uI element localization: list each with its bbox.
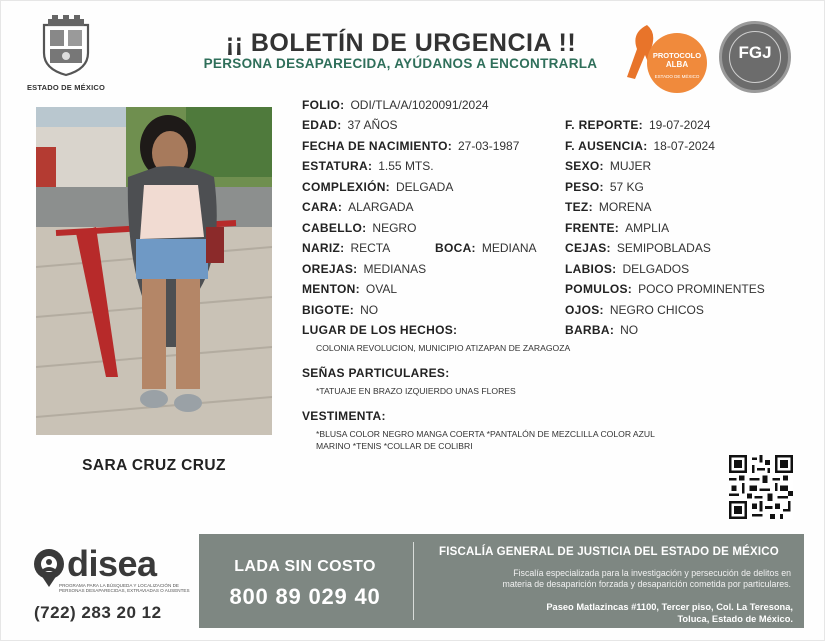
odisea-wordmark: disea [67, 543, 157, 584]
field-value: ALARGADA [348, 200, 414, 214]
field-cara [302, 200, 414, 214]
field-value: AMPLIA [625, 221, 670, 235]
field-ojos [565, 303, 704, 317]
field-label: FRENTE: [565, 221, 620, 235]
field-cabello [302, 221, 416, 235]
field-value: OVAL [365, 282, 398, 296]
odisea-logo [25, 543, 195, 633]
fiscalia-title: FISCALÍA GENERAL DE JUSTICIA DEL ESTADO DE MÉXICO [439, 546, 779, 558]
field-value: MEDIANAS [363, 262, 427, 276]
field-label: FOLIO: [302, 98, 345, 112]
field-fecha-nacimiento [302, 139, 519, 153]
location-pin-icon [29, 547, 69, 587]
estado-de-mexico-logo [21, 15, 111, 95]
field-value: 57 KG [609, 180, 644, 194]
field-bigote [302, 303, 378, 317]
field-sexo [565, 159, 651, 173]
field-value: DELGADA [395, 180, 454, 194]
lugar-de-hechos-value: COLONIA REVOLUCION, MUNICIPIO ATIZAPAN DE ZARAGOZA [316, 343, 571, 353]
qr-code[interactable] [729, 455, 793, 519]
field-tez [565, 200, 652, 214]
field-value: MUJER [609, 159, 652, 173]
odisea-description: PROGRAMA PARA LA BÚSQUEDA Y LOCALIZACIÓN DE PERSONAS DESAPARECIDAS, EXTRAVIADAS O AUSENTES [59, 583, 190, 594]
fiscalia-block [421, 534, 797, 628]
vestimenta-line-2: MARINO *TENIS *COLLAR DE COLIBRI [316, 441, 473, 451]
field-frente [565, 221, 669, 235]
field-value: 18-07-2024 [653, 139, 715, 153]
field-label: CEJAS: [565, 241, 611, 255]
fiscalia-address [429, 601, 793, 625]
alba-line-2: ALBA [665, 60, 689, 69]
field-label: EDAD: [302, 118, 342, 132]
field-label: PESO: [565, 180, 604, 194]
field-label: SEXO: [565, 159, 604, 173]
field-label: OJOS: [565, 303, 604, 317]
field-label: F. AUSENCIA: [565, 139, 648, 153]
field-label: ESTATURA: [302, 159, 373, 173]
field-menton [302, 282, 397, 296]
field-value: POCO PROMINENTES [638, 282, 765, 296]
field-label: FECHA DE NACIMIENTO: [302, 139, 452, 153]
person-name: SARA CRUZ CRUZ [82, 457, 226, 474]
field-value: DELGADOS [622, 262, 690, 276]
field-value: 37 AÑOS [347, 118, 398, 132]
field-label: BIGOTE: [302, 303, 355, 317]
field-estatura [302, 159, 434, 173]
field-value: RECTA [350, 241, 391, 255]
field-value: ODI/TLA/A/1020091/2024 [350, 98, 489, 112]
field-peso [565, 180, 644, 194]
bulletin-subtitle: PERSONA DESAPARECIDA, AYÚDANOS A ENCONTRARLA [203, 56, 598, 71]
field-label: CABELLO: [302, 221, 367, 235]
vestimenta-label: VESTIMENTA: [302, 409, 386, 423]
field-label: OREJAS: [302, 262, 358, 276]
field-value: NO [620, 323, 639, 337]
field-nariz [302, 241, 390, 255]
field-label: CARA: [302, 200, 343, 214]
field-label: TEZ: [565, 200, 593, 214]
fiscalia-address-line-1: Paseo Matlazincas #1100, Tercer piso, Col. La Teresona, [546, 602, 793, 612]
state-label: ESTADO DE MÉXICO [26, 83, 106, 92]
lada-sin-costo-block [199, 534, 411, 628]
fiscalia-address-line-2: Toluca, Estado de México. [677, 614, 793, 624]
lada-number[interactable]: 800 89 029 40 [229, 584, 381, 609]
field-value: 1.55 MTS. [378, 159, 434, 173]
fiscalia-description-line-2: materia de desaparición forzada y desaparición cometida por particulares. [502, 579, 791, 589]
field-edad [302, 118, 398, 132]
field-label: POMULOS: [565, 282, 633, 296]
field-value: MEDIANA [481, 241, 537, 255]
field-label: BOCA: [435, 241, 476, 255]
senas-particulares-label: SEÑAS PARTICULARES: [302, 366, 450, 380]
field-label: COMPLEXIÓN: [302, 180, 390, 194]
field-boca [435, 241, 537, 255]
coat-of-arms-icon [38, 15, 94, 77]
person-photo [36, 107, 272, 435]
fiscalia-description-line-1: Fiscalía especializada para la investigación y persecución de delitos en [513, 568, 791, 578]
field-fecha-ausencia [565, 139, 715, 153]
field-value: 19-07-2024 [648, 118, 711, 132]
bulletin-title: ¡¡ BOLETÍN DE URGENCIA !! [225, 29, 577, 57]
field-label: LABIOS: [565, 262, 617, 276]
field-value: NEGRO [372, 221, 417, 235]
senas-particulares-value: *TATUAJE EN BRAZO IZQUIERDO UNAS FLORES [316, 386, 516, 396]
field-labios [565, 262, 689, 276]
odisea-phone: (722) 283 20 12 [34, 603, 162, 622]
field-value: NEGRO CHICOS [609, 303, 704, 317]
field-orejas [302, 262, 426, 276]
person-photo-illustration [36, 107, 272, 435]
field-pomulos [565, 282, 765, 296]
lugar-de-hechos-label: LUGAR DE LOS HECHOS: [302, 323, 458, 337]
alba-line-3: ESTADO DE MÉXICO [654, 74, 700, 79]
lada-label: LADA SIN COSTO [234, 558, 376, 575]
field-cejas [565, 241, 711, 255]
protocolo-alba-logo [625, 23, 711, 93]
fgj-label: FGJ [738, 43, 772, 62]
alba-line-1: PROTOCOLO [652, 51, 702, 60]
field-folio [302, 98, 489, 112]
field-value: SEMIPOBLADAS [616, 241, 711, 255]
fgj-logo [719, 21, 791, 93]
field-fecha-reporte [565, 118, 710, 132]
band-divider [413, 542, 414, 620]
field-label: NARIZ: [302, 241, 345, 255]
field-barba [565, 323, 638, 337]
fiscalia-description [429, 568, 791, 590]
vestimenta-line-1: *BLUSA COLOR NEGRO MANGA COERTA *PANTALÓN DE MEZCLILLA COLOR AZUL [316, 429, 655, 439]
field-value: 27-03-1987 [458, 139, 520, 153]
field-value: NO [360, 303, 379, 317]
field-value: MORENA [598, 200, 652, 214]
field-label: MENTON: [302, 282, 360, 296]
field-label: BARBA: [565, 323, 615, 337]
field-complexion [302, 180, 453, 194]
contact-band [199, 534, 804, 628]
field-label: F. REPORTE: [565, 118, 643, 132]
